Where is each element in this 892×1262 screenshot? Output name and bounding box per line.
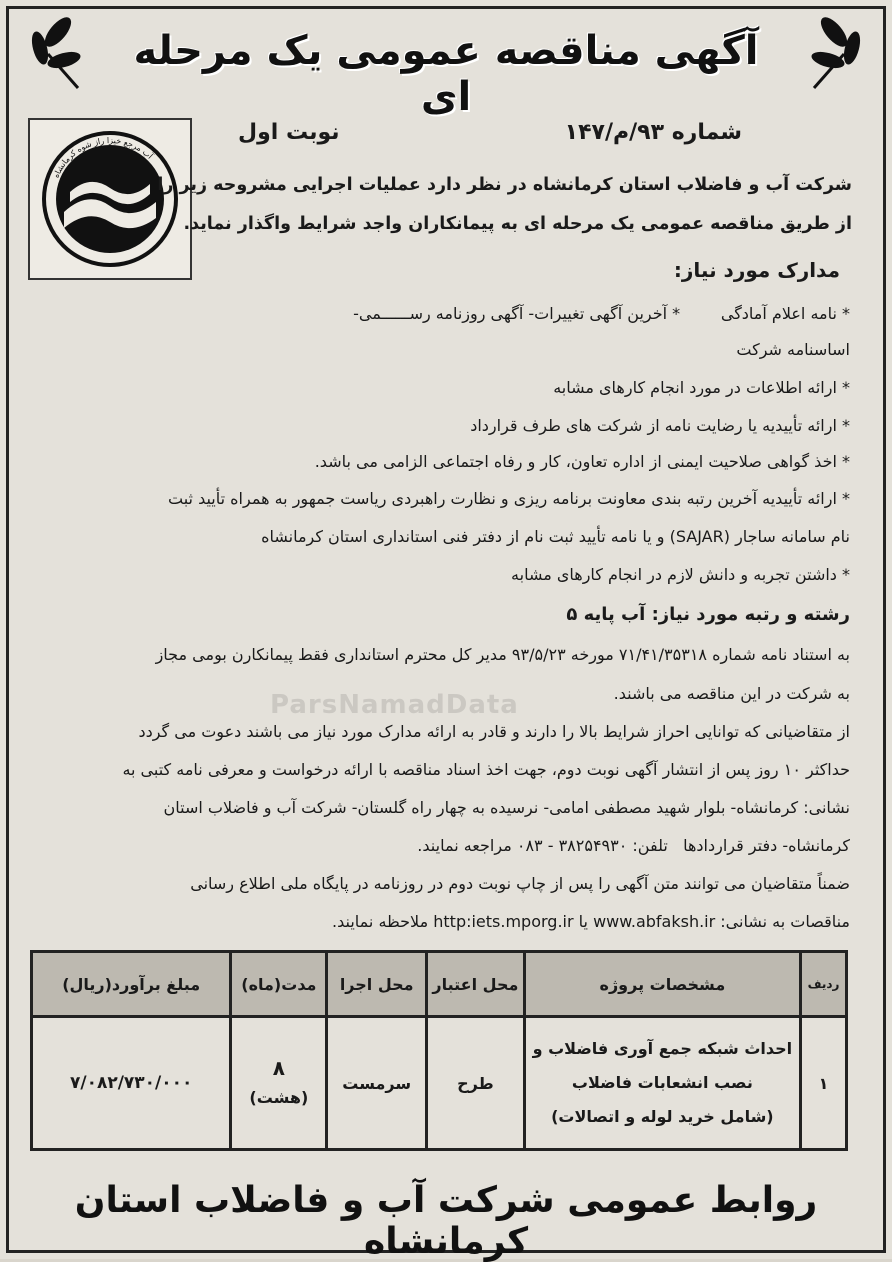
publication-turn: نوبت اول bbox=[238, 120, 340, 145]
cell-location: سرمست bbox=[327, 1017, 427, 1150]
header-location: محل اجرا bbox=[327, 952, 427, 1017]
table-row bbox=[32, 1017, 847, 1150]
body-line-7: ضمناً متقاضیان می توانند متن آگهی را پس از چاپ نوبت دوم در روزنامه در پایگاه ملی اطلاع رسانی bbox=[190, 874, 850, 893]
doc-line-3: * ارائه اطلاعات در مورد انجام کارهای مشابه bbox=[553, 378, 850, 397]
body-line-4: حداکثر ۱۰ روز پس از انتشار آگهی نوبت دوم، جهت اخذ اسناد مناقصه با ارائه درخواست و معرفی نامه کتبی به bbox=[122, 760, 850, 779]
body-line-6: کرمانشاه- دفتر قراردادها تلفن: ۳۸۲۵۴۹۳۰ - ۰۸۳ مراجعه نمایند. bbox=[417, 836, 850, 855]
header-credit: محل اعتبار bbox=[427, 952, 525, 1017]
project-line-2: نصب انشعابات فاضلاب bbox=[571, 1073, 753, 1092]
header-duration: مدت(ماه) bbox=[231, 952, 327, 1017]
cell-duration bbox=[231, 1017, 327, 1150]
intro-line-1: شرکت آب و فاضلاب استان کرمانشاه در نظر دارد عملیات اجرایی مشروحه زیر را bbox=[157, 175, 852, 195]
intro-line-2: از طریق مناقصه عمومی یک مرحله ای به پیمانکاران واجد شرایط واگذار نماید. bbox=[183, 214, 852, 234]
grade-title: رشته و رتبه مورد نیاز: آب پایه ۵ bbox=[566, 604, 850, 625]
header-project: مشخصات پروژه bbox=[524, 952, 800, 1017]
watermark: ParsNamadData bbox=[270, 690, 519, 720]
body-line-1: به استناد نامه شماره ۷۱/۴۱/۳۵۳۱۸ مورخه ۹۳/۵/۲۳ مدیر کل محترم استانداری فقط پیمانکارن بومی مجاز bbox=[155, 645, 850, 664]
table-header-row bbox=[32, 952, 847, 1017]
duration-number: ۸ bbox=[272, 1056, 285, 1080]
header-index: ردیف bbox=[801, 952, 847, 1017]
doc-line-8: * داشتن تجربه و دانش لازم در انجام کارهای مشابه bbox=[511, 565, 850, 584]
body-line-8: مناقصات به نشانی: www.abfaksh.ir یا http:iets.mporg.ir ملاحظه نمایند. bbox=[332, 912, 850, 931]
doc-line-5: * اخذ گواهی صلاحیت ایمنی از اداره تعاون، کار و رفاه اجتماعی الزامی می باشد. bbox=[314, 452, 850, 471]
company-logo bbox=[28, 118, 192, 280]
doc-line-4: * ارائه تأییدیه یا رضایت نامه از شرکت های طرف قرارداد bbox=[470, 416, 850, 435]
project-table bbox=[30, 950, 848, 1151]
required-documents-title: مدارک مورد نیاز: bbox=[673, 258, 840, 282]
feather-ornament-left-icon bbox=[18, 14, 88, 94]
logo-text: آب مرجع خیزا راز شوه کرمانشاه bbox=[51, 135, 155, 180]
project-line-1: احداث شبکه جمع آوری فاضلاب و bbox=[532, 1039, 793, 1058]
doc-line-1: * نامه اعلام آمادگی * آخرین آگهی تغییرات- آگهی روزنامه رســــــمی- bbox=[353, 304, 850, 323]
body-line-3: از متقاضیانی که توانایی احراز شرایط بالا را دارند و قادر به ارائه مدارک مورد نیاز می باشند دعوت می گردد bbox=[138, 722, 850, 741]
body-line-5: نشانی: کرمانشاه- بلوار شهید مصطفی امامی- نرسیده به چهار راه گلستان- شرکت آب و فاضلاب استان bbox=[163, 798, 850, 817]
doc-line-2: اساسنامه شرکت bbox=[736, 340, 850, 359]
header-amount: مبلغ برآورد(ریال) bbox=[32, 952, 231, 1017]
water-company-logo-icon bbox=[30, 120, 190, 278]
duration-words: (هشت) bbox=[249, 1088, 309, 1107]
cell-index: ۱ bbox=[801, 1017, 847, 1150]
cell-project bbox=[524, 1017, 800, 1150]
doc-line-7: نام سامانه ساجار (SAJAR) و یا نامه تأیید ثبت نام از دفتر فنی استانداری استان کرمانشاه bbox=[261, 527, 850, 546]
footer-public-relations: روابط عمومی شرکت آب و فاضلاب استان کرمانشاه bbox=[74, 1180, 818, 1262]
project-line-3: (شامل خرید لوله و اتصالات) bbox=[551, 1107, 774, 1126]
doc-line-6: * ارائه تأییدیه آخرین رتبه بندی معاونت برنامه ریزی و نظارت راهبردی ریاست جمهور به همراه تأیید ثبت bbox=[167, 489, 850, 508]
feather-ornament-right-icon bbox=[804, 14, 874, 94]
cell-credit: طرح bbox=[427, 1017, 525, 1150]
body-line-2: به شرکت در این مناقصه می باشند. bbox=[613, 684, 850, 703]
headline: آگهی مناقصه عمومی یک مرحله ای bbox=[133, 28, 759, 120]
tender-number: شماره ۹۳/م/۱۴۷ bbox=[564, 120, 742, 145]
cell-amount: ۷/۰۸۲/۷۳۰/۰۰۰ bbox=[32, 1017, 231, 1150]
